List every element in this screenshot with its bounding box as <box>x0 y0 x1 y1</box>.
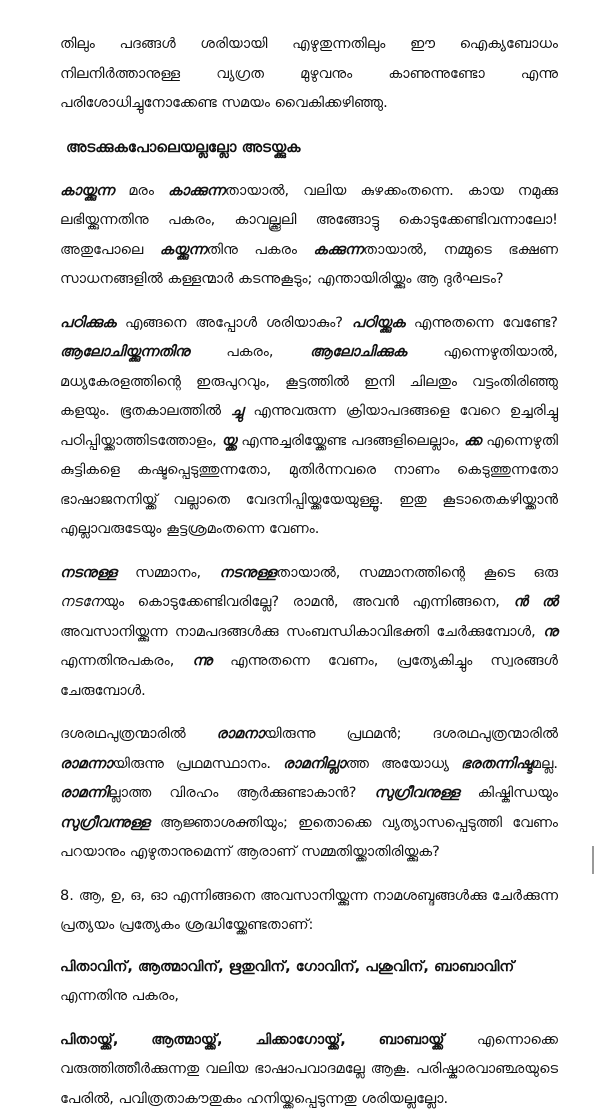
paragraph-text: തിനു പകരം <box>207 242 314 258</box>
emphasis-word: രാമനാ <box>217 726 265 742</box>
paragraph-4 <box>60 559 558 707</box>
paragraph-text: യിരുന്നു പ്രഥമൻ; ദശരഥപുത്രന്മാരിൽ <box>264 726 558 742</box>
emphasis-word: ആലോചിയ്ക്കുന്നതിനു <box>60 344 190 360</box>
emphasis-word: പഠിയ്ക്കുക <box>352 315 405 331</box>
paragraph-5 <box>60 720 558 868</box>
emphasis-word: പഠിക്കുക <box>60 315 116 331</box>
paragraph-text: ആജ്ഞാശക്തിയും; ഇതൊക്കെ വ്യത്യാസപ്പെടുത്തി വേണം പറയാനും എഴുതാനുമെന്ന് ആരാണ് സമ്മതിയ്ക്കാതിരിയ്ക്കുക? <box>60 815 558 861</box>
paragraph-text: എന്നതിനുപകരം, <box>60 653 192 669</box>
emphasis-word: ആലോചിക്കുക <box>310 344 407 360</box>
emphasis-word: ന്നു <box>192 653 212 669</box>
emphasis-word: രാമനില്ലാ <box>283 756 346 772</box>
paragraph-text: എന്നുവരുന്ന ക്രിയാപദങ്ങളെ വേറെ ഉച്ചരിച്ചു പഠിപ്പിയ്ക്കാത്തിടത്തോളം, <box>60 403 558 449</box>
emphasis-word: നു <box>543 624 558 640</box>
paragraph-text: എന്നുച്ചരിയ്ക്കേണ്ട പദങ്ങളിലെല്ലാം, <box>236 433 464 449</box>
emphasis-word: സുഗ്രീവനുള്ള <box>375 785 460 801</box>
paragraph-text: മല്ല. <box>532 756 558 772</box>
paragraph-2 <box>60 177 558 295</box>
paragraph-spacer <box>60 706 558 720</box>
emphasis-word: നടനേ <box>60 594 103 610</box>
emphasis-word: കായ്ക്കുന്ന <box>60 183 114 199</box>
paragraph-text: പകരം, <box>190 344 310 360</box>
emphasis-word: കയ്ക്കുന്ന <box>160 242 207 258</box>
emphasis-word: ക്ക <box>464 433 481 449</box>
example-line-1: പിതാവിന്, ആത്മാവിന്, ഋതുവിന്, ഗോവിന്, പശുവിന്, ബാബാവിന് <box>60 953 558 983</box>
section-heading: അടക്കുകപോലെയല്ലല്ലോ അടയ്ക്കുക <box>62 135 558 159</box>
emphasis-word: രാമന്നാ <box>60 756 112 772</box>
paragraph-spacer <box>60 545 558 559</box>
emphasis-word: കക്കുന്ന <box>313 242 363 258</box>
paragraph-text: അവസാനിയ്ക്കുന്ന നാമപദങ്ങൾക്കു സംബന്ധികാവിഭക്തി ചേർക്കുമ്പോൾ, <box>60 624 543 640</box>
paragraph-text: എന്നുതന്നെ വേണം, പ്രത്യേകിച്ചും സ്വരങ്ങൾ ചേരുമ്പോൾ. <box>60 653 558 699</box>
emphasis-word: നടനുള്ള <box>60 565 117 581</box>
page-edge-mark <box>592 846 594 874</box>
emphasis-word: കാക്കുന്ന <box>168 183 225 199</box>
paragraph-3 <box>60 309 558 545</box>
example-line-1-suffix: എന്നതിനു പകരം, <box>60 982 558 1012</box>
emphasis-word: സുഗ്രീവന്നുള്ള <box>60 815 150 831</box>
paragraph-text: തായാൽ, സമ്മാനത്തിന്റെ കൂടെ ഒരു <box>276 565 558 581</box>
paragraph-text: തായാൽ, നമ്മുടെ ഭക്ഷണ സാധനങ്ങളിൽ കള്ളന്മാർ കടന്നുകൂടും; എന്തായിരിയ്ക്കും ആ ദുർഘടം? <box>60 242 558 288</box>
paragraph-text: സമ്മാനം, <box>117 565 220 581</box>
paragraph-spacer <box>60 295 558 309</box>
paragraph-text: എന്നുതന്നെ വേണ്ടേ? <box>405 315 558 331</box>
emphasis-word: രാമന്നി <box>60 785 108 801</box>
paragraph-text: കിഷ്കിന്ധയും <box>460 785 558 801</box>
paragraph-7 <box>60 1026 558 1114</box>
paragraph-1: തിലും പദങ്ങൾ ശരിയായി എഴുതുന്നതിലും ഈ ഐക്യബോധം നിലനിർത്താനുള്ള വ്യഗ്രത മുഴുവനും കാണുന്നുണ്ടോ എന്നു പരിശോധിച്ചുനോക്കേണ്ട സമയം വൈകിക്കഴിഞ്ഞു. <box>60 30 558 119</box>
paragraph-text: യിരുന്നു പ്രഥമസ്ഥാനം. <box>112 756 283 772</box>
paragraph-text: എന്നെഴുതിയാൽ, മധ്യകേരളത്തിന്റെ ഇരുപുറവും, കൂട്ടത്തിൽ ഇനി ചിലതും വട്ടംതിരിഞ്ഞു കളയും. ഭൂതകാലത്തിൽ <box>60 344 558 419</box>
paragraph-text: യും കൊടുക്കേണ്ടിവരില്ലേ? രാമൻ, അവൻ എന്നിങ്ങനെ, <box>103 594 513 610</box>
paragraph-text: ത്ത അയോധ്യ <box>346 756 461 772</box>
paragraph-text: എങ്ങനെ അപ്പോൾ ശരിയാകും? <box>116 315 352 331</box>
emphasis-word: ച്ചു <box>231 403 243 419</box>
paragraph-6: 8. ആ, ഉ, ഒ, ഓ എന്നിങ്ങനെ അവസാനിയ്ക്കുന്ന നാമശബ്ദങ്ങൾക്കു ചേർക്കുന്ന പ്രത്യയം പ്രത്യേകം ശ്രദ്ധിയ്ക്കേണ്ടതാണ്: <box>60 882 558 941</box>
paragraph-text: ല്ലാത്ത വിരഹം ആർക്കുണ്ടാകാൻ? <box>108 785 374 801</box>
emphasis-word: പിതായ്ക്ക്, ആത്മായ്ക്ക്, ചിക്കാഗോയ്ക്ക്, ബാബായ്ക്ക് <box>60 1032 444 1048</box>
paragraph-text: തായാൽ, വലിയ കുഴക്കംതന്നെ. കായ നമുക്കു ലഭിയ്ക്കുന്നതിനു പകരം, കാവല്ക്കൂലി അങ്ങോട്ടു കൊടുക്കേണ്ടിവന്നാലോ! അതുപോലെ <box>60 183 558 258</box>
emphasis-word: നടനുള്ള <box>219 565 276 581</box>
emphasis-word: ൻ ൽ <box>513 594 558 610</box>
paragraph-spacer <box>60 868 558 882</box>
paragraph-text: എന്നെഴുതി കുട്ടികളെ കഷ്ടപ്പെടുത്തുന്നതോ, മുതിർന്നവരെ നാണം കെടുത്തുന്നതോ ഭാഷാജനനിയ്ക്ക് വല്ലാതെ വേദനിപ്പിയ്ക്കയേയുള്ളൂ. ഇതു കൂടാതെകഴിയ്ക്കാൻ എല്ലാവരുടേയും കൂട്ടശ്രമംതന്നെ വേണം. <box>60 433 558 538</box>
paragraph-text: ദശരഥപുത്രന്മാരിൽ <box>60 726 217 742</box>
paragraph-text: മരം <box>114 183 168 199</box>
paragraph-spacer <box>60 1012 558 1026</box>
paragraph-text: എന്നൊക്കെ വരുത്തിത്തീർക്കുന്നതു വലിയ ഭാഷാപവാദമല്ലേ ആകൂ. പരിഷ്കാരവാഞ്ഛയുടെ പേരിൽ, പവിത്രതാകൗതുകം ഹനിയ്ക്കപ്പെടുന്നതു ശരിയല്ലല്ലോ. <box>60 1032 558 1107</box>
emphasis-word: യ്ക്ക <box>222 433 237 449</box>
emphasis-word: ഭരതന്നിഷ്ട <box>461 756 532 772</box>
